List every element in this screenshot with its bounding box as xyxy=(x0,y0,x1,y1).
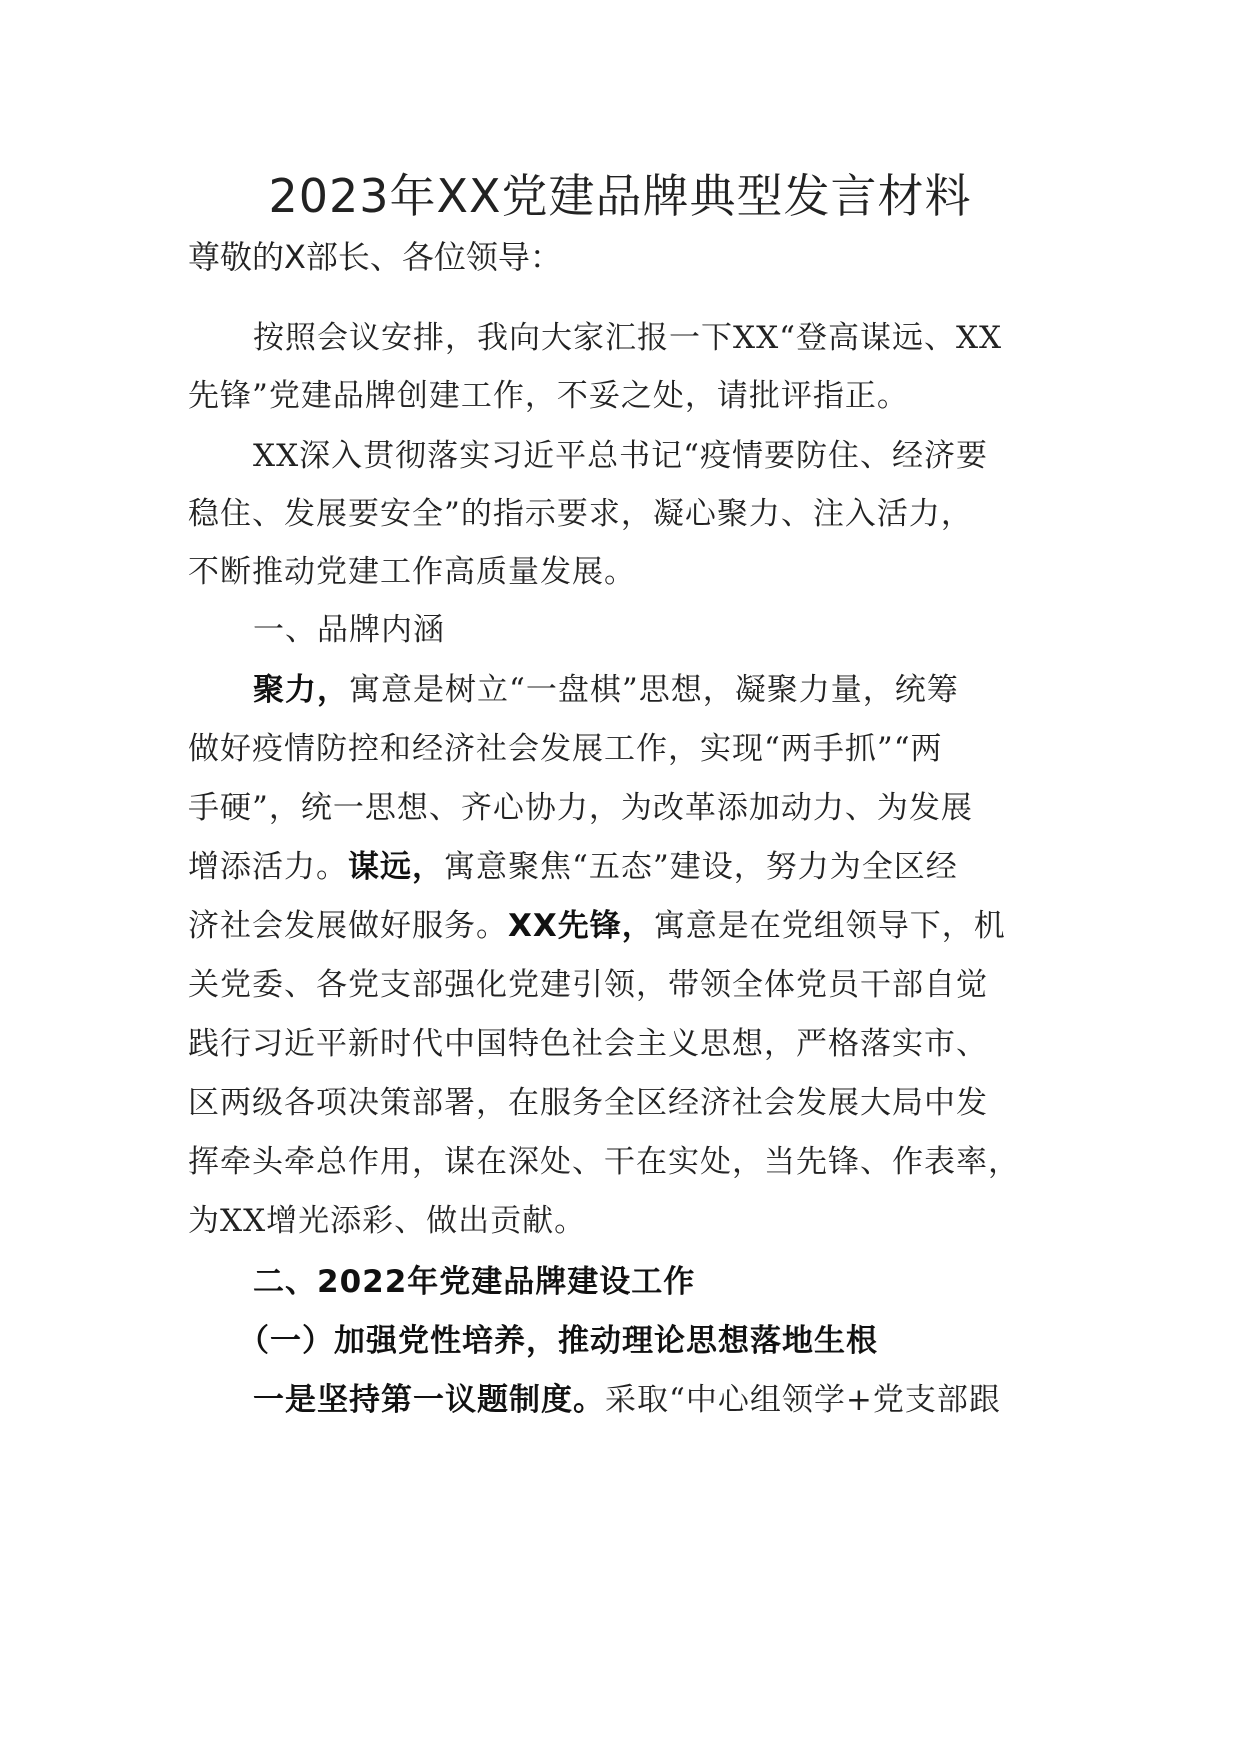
paragraph-line: XX深入贯彻落实习近平总书记“疫情要防住、经济要 xyxy=(253,438,988,474)
paragraph-line: 区两级各项决策部署，在服务全区经济社会发展大局中发 xyxy=(188,1085,988,1121)
document-title: 2023年XX党建品牌典型发言材料 xyxy=(268,169,972,223)
paragraph-text: 采取“中心组领学+党支部跟 xyxy=(605,1382,1001,1418)
paragraph-line xyxy=(188,841,1058,886)
paragraph-line: 手硬”，统一思想、齐心协力，为改革添加动力、为发展 xyxy=(188,790,973,826)
paragraph-text: 寓意是在党组领导下，机 xyxy=(653,908,1006,944)
subsection-heading: （一）加强党性培养，推动理论思想落地生根 xyxy=(238,1323,878,1359)
paragraph-line: 挥牵头牵总作用，谋在深处、干在实处，当先锋、作表率， xyxy=(188,1144,1020,1180)
paragraph-line: 践行习近平新时代中国特色社会主义思想，严格落实市、 xyxy=(188,1026,988,1062)
paragraph-line xyxy=(188,900,1058,945)
paragraph-line: 做好疫情防控和经济社会发展工作，实现“两手抓”“两 xyxy=(188,731,943,767)
paragraph-line: 先锋”党建品牌创建工作，不妥之处，请批评指正。 xyxy=(188,378,909,414)
paragraph-line: 按照会议安排，我向大家汇报一下XX“登高谋远、XX xyxy=(253,320,1003,356)
paragraph-text: 寓意是树立“一盘棋”思想，凝聚力量，统筹 xyxy=(349,672,959,708)
paragraph-line: 关党委、各党支部强化党建引领，带领全体党员干部自觉 xyxy=(188,967,988,1003)
term-juli: 聚力， xyxy=(253,672,349,708)
term-mouyuan: 谋远， xyxy=(348,849,444,885)
paragraph-line xyxy=(253,1374,1058,1419)
paragraph-text: 济社会发展做好服务。 xyxy=(188,908,508,944)
paragraph-text: 寓意聚焦“五态”建设，努力为全区经 xyxy=(444,849,958,885)
section-heading: 一、品牌内涵 xyxy=(253,612,445,648)
paragraph-line xyxy=(253,664,1058,709)
point-lead: 一是坚持第一议题制度。 xyxy=(253,1382,605,1418)
section-heading: 二、2022年党建品牌建设工作 xyxy=(253,1264,696,1300)
paragraph-line: 稳住、发展要安全”的指示要求，凝心聚力、注入活力， xyxy=(188,496,973,532)
paragraph-line: 不断推动党建工作高质量发展。 xyxy=(188,554,636,590)
salutation: 尊敬的X部长、各位领导： xyxy=(188,238,562,276)
paragraph-text: 增添活力。 xyxy=(188,849,348,885)
term-xianfeng: XX先锋， xyxy=(508,908,654,944)
paragraph-line: 为XX增光添彩、做出贡献。 xyxy=(188,1203,587,1239)
